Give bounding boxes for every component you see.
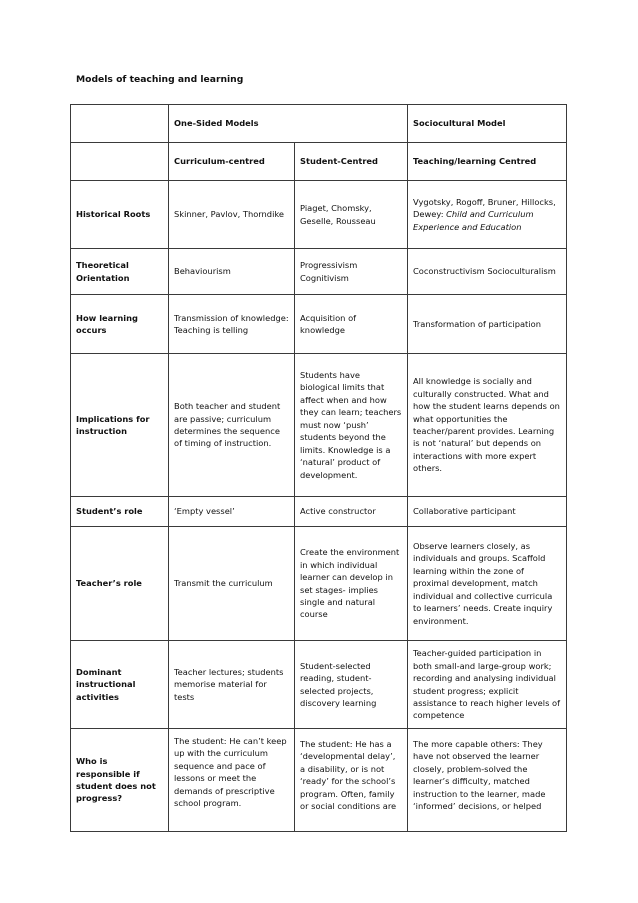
cell-curriculum: ‘Empty vessel’: [169, 497, 295, 527]
table-row: [71, 497, 567, 527]
cell-teaching: [408, 181, 567, 249]
cell-curriculum: Skinner, Pavlov, Thorndike: [169, 181, 295, 249]
page-title: Models of teaching and learning: [76, 74, 244, 85]
row-label: Implications for instruction: [71, 354, 169, 497]
row-label: Dominant instructional activities: [71, 641, 169, 729]
column-header-row: [71, 143, 567, 181]
cell-teaching: All knowledge is socially and culturally constructed. What and how the student learns depends on what opportunities the teacher/parent provides. Learning is not ‘natural’ but depends on interactions with more expert others.: [408, 354, 567, 497]
group-header-blank: [71, 105, 169, 143]
row-label: Student’s role: [71, 497, 169, 527]
cell-curriculum: Both teacher and student are passive; curriculum determines the sequence of timing of instruction.: [169, 354, 295, 497]
cell-teaching-text: The more capable others: They have not observed the learner closely, problem-solved the learner’s difficulty, matched instruction to the learner, made ‘informed’ decisions, or helped: [413, 739, 546, 812]
cell-curriculum: Teacher lectures; students memorise material for tests: [169, 641, 295, 729]
row-label: Theoretical Orientation: [71, 249, 169, 295]
cell-student: Student-selected reading, student-selected projects, discovery learning: [295, 641, 408, 729]
row-label: How learning occurs: [71, 295, 169, 354]
cell-teaching: Observe learners closely, as individuals and groups. Scaffold learning within the zone of proximal development, match individual and collective curricula to learners’ needs. Create inquiry environment.: [408, 527, 567, 641]
row-label: Historical Roots: [71, 181, 169, 249]
table-row: [71, 641, 567, 729]
cell-curriculum: Transmit the curriculum: [169, 527, 295, 641]
table-row: [71, 527, 567, 641]
cell-curriculum-text: The student: He can’t keep up with the curriculum sequence and pace of lessons or meet the demands of prescriptive school program.: [174, 736, 287, 809]
cell-curriculum: Transmission of knowledge: Teaching is telling: [169, 295, 295, 354]
cell-student-text: The student: He has a ‘developmental delay’, a disability, or is not ‘ready’ for the school’s program. Often, family or social conditions are: [300, 739, 397, 812]
table-row: [71, 181, 567, 249]
cell-teaching: Teacher-guided participation in both small-and large-group work; recording and analysing individual student progress; explicit assistance to reach higher levels of competence: [408, 641, 567, 729]
table-row: [71, 354, 567, 497]
row-label: Teacher’s role: [71, 527, 169, 641]
column-header-curriculum: Curriculum-centred: [169, 143, 295, 181]
cell-teaching: Transformation of participation: [408, 295, 567, 354]
column-header-teaching: Teaching/learning Centred: [408, 143, 567, 181]
cell-curriculum: Behaviourism: [169, 249, 295, 295]
group-header-one-sided: One-Sided Models: [169, 105, 408, 143]
cell-student: Acquisition of knowledge: [295, 295, 408, 354]
cell-teaching-italic: Child and Curriculum Experience and Education: [413, 209, 534, 232]
row-label: Who is responsible if student does not progress?: [71, 729, 169, 832]
cell-teaching: [408, 729, 567, 832]
column-header-blank: [71, 143, 169, 181]
column-header-student: Student-Centred: [295, 143, 408, 181]
cell-teaching: Collaborative participant: [408, 497, 567, 527]
table-row: [71, 295, 567, 354]
cell-student: Create the environment in which individual learner can develop in set stages- implies single and natural course: [295, 527, 408, 641]
models-table: [70, 104, 567, 832]
group-header-sociocultural: Sociocultural Model: [408, 105, 567, 143]
cell-student: Piaget, Chomsky, Geselle, Rousseau: [295, 181, 408, 249]
cell-student: Progressivism Cognitivism: [295, 249, 408, 295]
table-row: [71, 729, 567, 832]
cell-student: Active constructor: [295, 497, 408, 527]
cell-teaching: Coconstructivism Socioculturalism: [408, 249, 567, 295]
cell-student: Students have biological limits that affect when and how they can learn; teachers must now ‘push’ students beyond the limits. Knowledge is a ‘natural’ product of development.: [295, 354, 408, 497]
cell-student: [295, 729, 408, 832]
cell-teaching-text: Vygotsky, Rogoff, Bruner, Hillocks, Dewey:: [413, 196, 556, 220]
group-header-row: [71, 105, 567, 143]
table-row: [71, 249, 567, 295]
cell-curriculum: [169, 729, 295, 832]
